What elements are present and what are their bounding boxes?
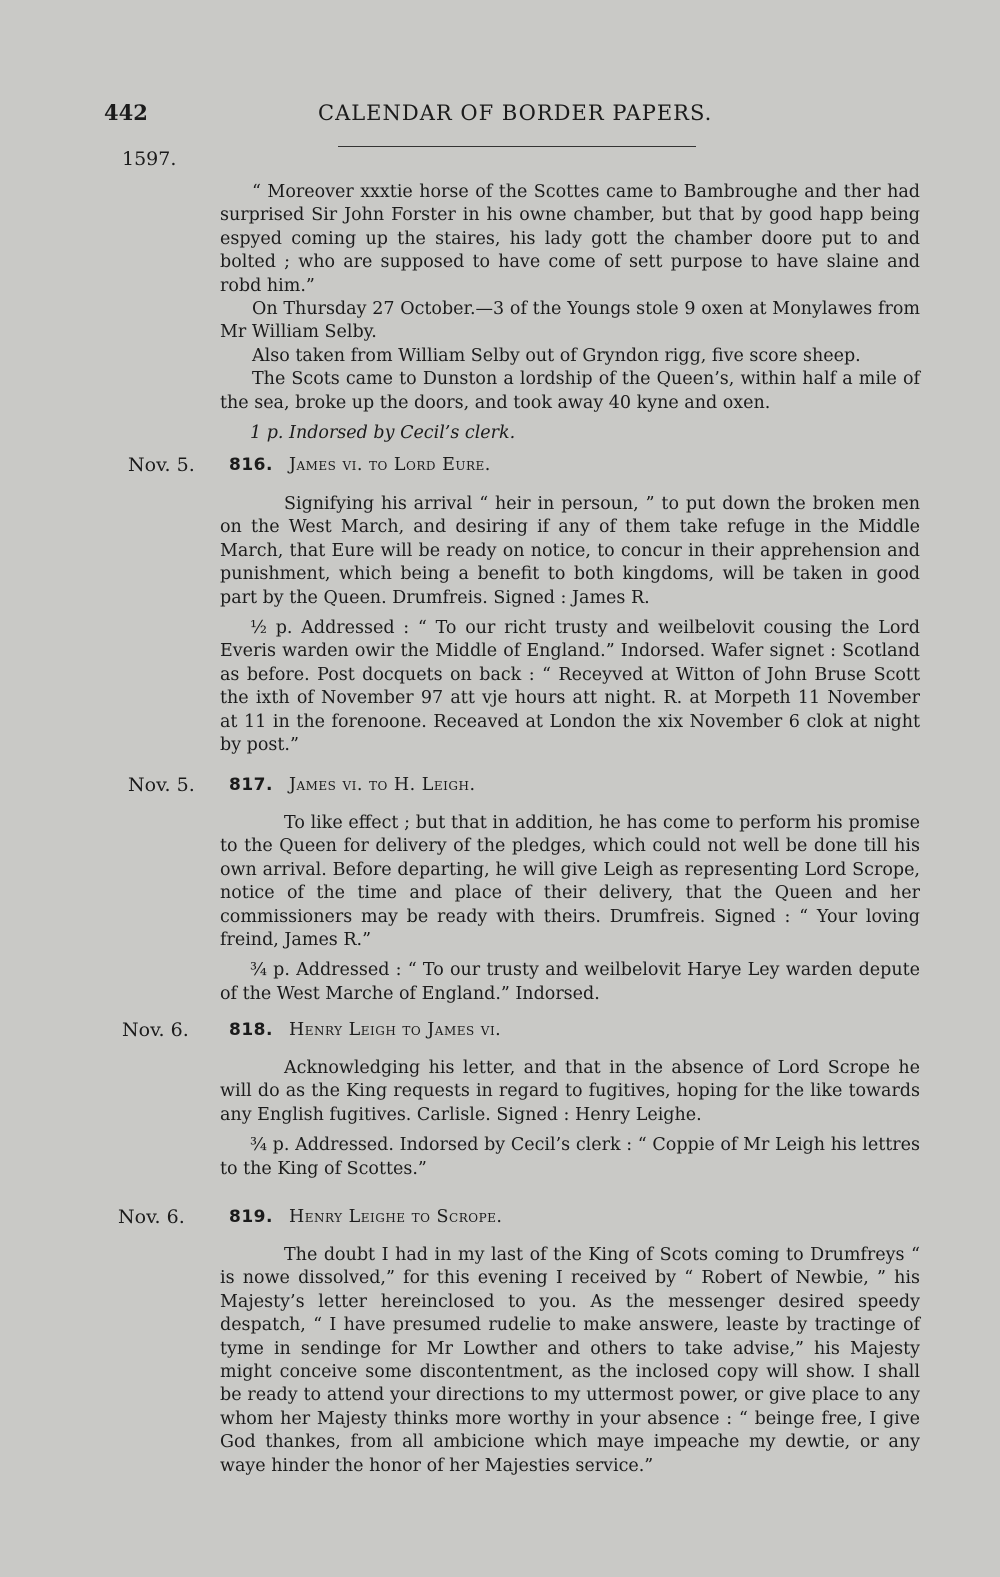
- year-label: 1597.: [122, 148, 177, 170]
- entry-heading: [229, 1020, 501, 1040]
- entry-body: The doubt I had in my last of the King of Scots coming to Drumfreys “ is nowe dissolved,” for this evening I received by “ Robert of Newbie, ” his Majesty’s letter hereinclosed to you. As the messenger desired speedy despatch, “ I have presumed rudelie to make answere, leaste by tractinge of tyme in sendinge for Mr Lowther and others to take advise,” his Majesty might conceive some discontentment, as the inclosed copy will show. I shall be ready to attend your directions to my uttermost power, or give place to any whom her Majesty thinks more worthy in your absence : “ beinge free, I give God thankes, from all ambicione which maye impeache my dewtie, or any waye hinder the honor of her Majesties service.”: [220, 1245, 920, 1476]
- intro-endorsement: 1 p. Indorsed by Cecil’s clerk.: [250, 423, 516, 444]
- entry-body-block: [220, 812, 920, 1006]
- entry-title: James vi. to Lord Eure.: [288, 455, 491, 475]
- entry-body-block: [220, 1057, 920, 1181]
- entry-body-block: [220, 1244, 920, 1478]
- entry-heading: [229, 1207, 502, 1227]
- page-header: [0, 100, 1000, 140]
- entry-number: 817.: [229, 775, 273, 795]
- header-rule: [338, 146, 696, 147]
- entry-title: James vi. to H. Leigh.: [288, 775, 476, 795]
- intro-paragraph: “ Moreover xxxtie horse of the Scottes came to Bambroughe and ther had surprised Sir John Forster in his owne chamber, but that by good happ being espyed coming up the staires, his lady gott the chamber doore put to and bolted ; who are supposed to have come of sett purpose to have slaine and robd him.”: [220, 182, 920, 296]
- entry-endorsement: ½ p. Addressed : “ To our richt trusty and weilbelovit cousing the Lord Everis warden owir the Middle of England.” Indorsed. Wafer signet : Scotland as before. Post docquets on back : “ Receyved at Witton of John Bruse Scott the ixth of November 97 att vje hours att night. R. at Morpeth 11 November at 11 in the forenoone. Receaved at London the xix November 6 clok at night by post.”: [220, 618, 920, 756]
- page-number: 442: [104, 100, 148, 125]
- entry-body: To like effect ; but that in addition, he has come to perform his promise to the Queen for delivery of the pledges, which could not well be done till his own arrival. Before departing, he will give Leigh as representing Lord Scrope, notice of the time and place of their delivery, that the Queen and her commissioners may be ready with theirs. Drumfreis. Signed : “ Your loving freind, James R.”: [220, 813, 920, 951]
- entry-date: Nov. 5.: [128, 774, 195, 796]
- entry-date: Nov. 6.: [118, 1206, 185, 1228]
- entry-endorsement: ¾ p. Addressed : “ To our trusty and weilbelovit Harye Ley warden depute of the West Marche of England.” Indorsed.: [220, 960, 920, 1004]
- entry-title: Henry Leighe to Scrope.: [288, 1207, 503, 1227]
- entry-number: 816.: [229, 455, 273, 475]
- running-title: CALENDAR OF BORDER PAPERS.: [318, 101, 713, 125]
- entry-number: 819.: [229, 1207, 273, 1227]
- entry-number: 818.: [229, 1020, 273, 1040]
- intro-paragraph: The Scots came to Dunston a lordship of the Queen’s, within half a mile of the sea, broke up the doors, and took away 40 kyne and oxen.: [220, 369, 920, 413]
- entry-date: Nov. 6.: [122, 1019, 189, 1041]
- intro-block: [220, 181, 920, 445]
- entry-body: Acknowledging his letter, and that in the absence of Lord Scrope he will do as the King requests in regard to fugitives, hoping for the like towards any English fugitives. Carlisle. Signed : Henry Leighe.: [220, 1058, 920, 1125]
- entry-heading: [229, 775, 476, 795]
- intro-paragraph: Also taken from William Selby out of Gryndon rigg, five score sheep.: [252, 345, 861, 366]
- entry-date: Nov. 5.: [128, 454, 195, 476]
- entry-body: Signifying his arrival “ heir in persoun, ” to put down the broken men on the West March, and desiring if any of them take refuge in the Middle March, that Eure will be ready on notice, to concur in their apprehension and punishment, which being a benefit to both kingdoms, will be taken in good part by the Queen. Drumfreis. Signed : James R.: [220, 494, 920, 608]
- entry-title: Henry Leigh to James vi.: [288, 1020, 502, 1040]
- entry-body-block: [220, 493, 920, 757]
- entry-heading: [229, 455, 491, 475]
- entry-endorsement: ¾ p. Addressed. Indorsed by Cecil’s clerk : “ Coppie of Mr Leigh his lettres to the King of Scottes.”: [220, 1135, 920, 1179]
- intro-paragraph: On Thursday 27 October.—3 of the Youngs stole 9 oxen at Monylawes from Mr William Selby.: [220, 299, 920, 343]
